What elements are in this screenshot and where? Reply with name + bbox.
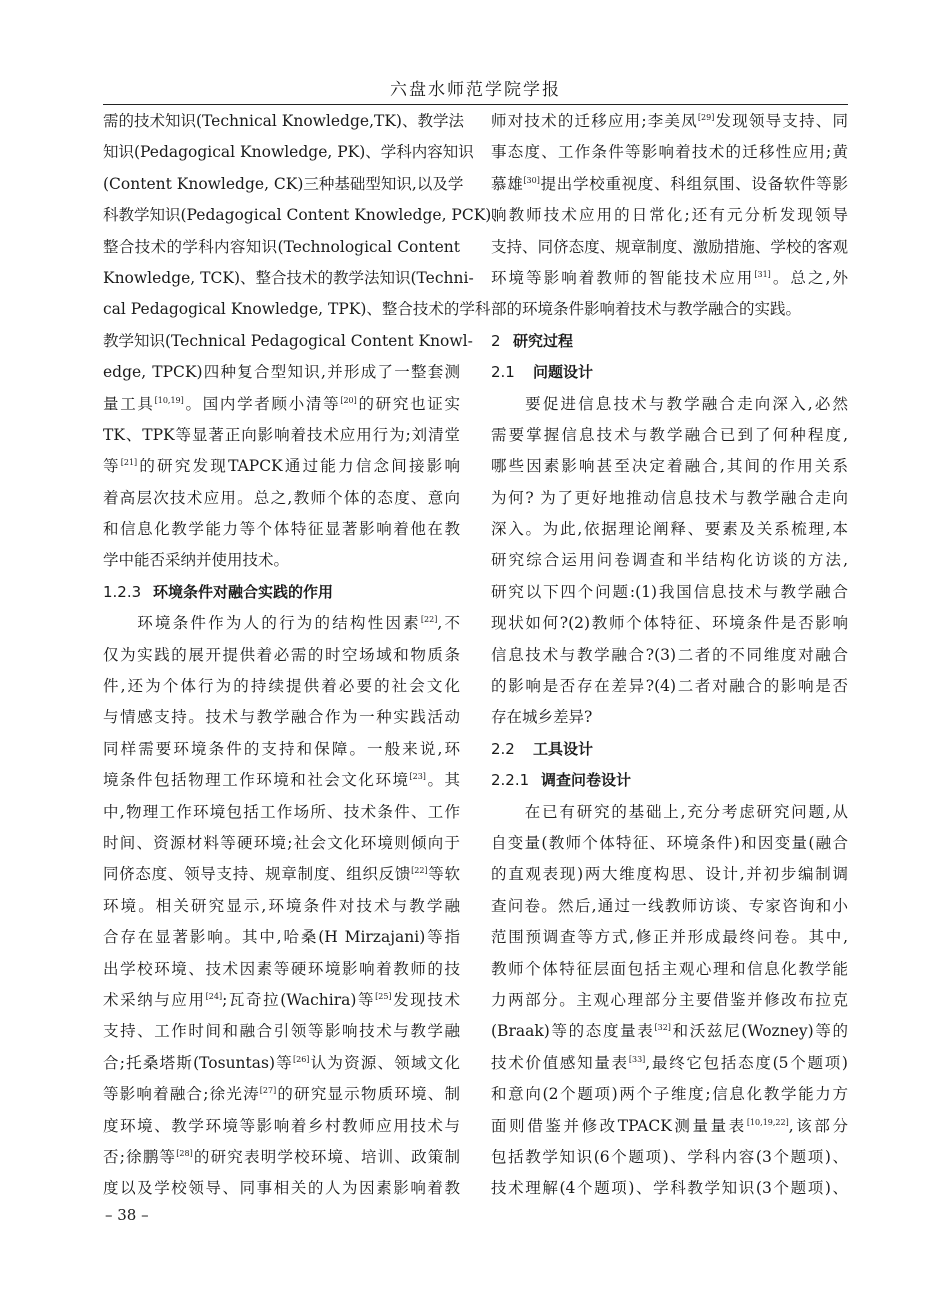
section-number: 2.2	[491, 739, 515, 758]
text-line	[491, 922, 848, 953]
section-number: 2.1	[491, 363, 515, 382]
text-segment: 的直观表现)两大维度构思、设计,并初步编制调	[491, 865, 848, 884]
text-line	[491, 451, 848, 482]
text-segment: 和信息化教学能力等个体特征显著影响着他在教	[103, 520, 460, 539]
page-number: – 38 –	[105, 1206, 149, 1224]
text-segment: 时间、资源材料等硬环境;社会文化环境则倾向于	[103, 833, 460, 852]
text-line	[103, 357, 460, 388]
text-line	[491, 483, 848, 514]
text-line	[491, 608, 848, 639]
text-line	[103, 137, 474, 168]
text-line	[491, 859, 848, 890]
text-segment: 合;托桑塔斯(Tosuntas)等	[103, 1053, 293, 1072]
text-segment: 哪些因素影响甚至决定着融合,其间的作用关系	[491, 457, 848, 476]
text-segment: 等软	[427, 865, 460, 884]
text-segment: 的研究表明学校环境、培训、政策制	[192, 1147, 460, 1166]
text-segment: 存在城乡差异?	[491, 708, 593, 727]
text-line	[103, 545, 460, 576]
citation-ref: [32]	[654, 1023, 671, 1033]
text-line	[491, 169, 848, 200]
left-column	[103, 106, 507, 1206]
citation-ref: [27]	[259, 1086, 277, 1096]
text-line	[103, 483, 460, 514]
text-line	[103, 169, 464, 200]
text-line	[103, 608, 460, 639]
text-line	[491, 577, 848, 608]
text-segment: 要促进信息技术与教学融合走向深入,必然	[523, 394, 848, 413]
text-line	[103, 514, 460, 545]
text-segment: 力两部分。主观心理部分主要借鉴并修改布拉克	[491, 990, 848, 1009]
text-segment: edge, TPCK)四种复合型知识,并形成了一整套测	[103, 363, 460, 382]
section-heading	[491, 765, 848, 796]
text-segment: 支持、工作时间和融合引领等影响技术与教学融	[103, 1022, 460, 1041]
text-segment: 和沃兹尼(Wozney)等的	[670, 1022, 848, 1041]
citation-ref: [28]	[176, 1148, 193, 1158]
text-segment: 在已有研究的基础上,充分考虑研究问题,从	[523, 802, 848, 821]
text-segment: (Braak)等的态度量表	[491, 1022, 655, 1041]
text-line	[103, 232, 460, 263]
section-heading	[491, 357, 848, 388]
section-heading	[491, 734, 848, 765]
citation-ref: [21]	[120, 458, 138, 468]
text-segment: 慕雄	[491, 174, 524, 193]
text-line	[103, 797, 460, 828]
text-segment: 的研究也证实	[356, 394, 460, 413]
text-line	[103, 1142, 460, 1173]
text-segment: 研究综合运用问卷调查和半结构化访谈的方法,	[491, 551, 848, 570]
section-title: 工具设计	[533, 739, 594, 758]
text-segment: 研究以下四个问题:(1)我国信息技术与教学融合	[491, 582, 848, 601]
text-line	[103, 389, 460, 420]
text-line	[103, 859, 460, 890]
text-segment: 面则借鉴并修改TPACK测量量表	[491, 1116, 747, 1135]
text-segment: 自变量(教师个体特征、环境条件)和因变量(融合	[491, 833, 848, 852]
text-segment: 师对技术的迁移应用;李美凤	[491, 112, 698, 130]
citation-ref: [30]	[523, 175, 540, 185]
text-segment: 环境等影响着教师的智能技术应用	[491, 268, 755, 287]
section-heading	[491, 326, 848, 357]
citation-ref: [24]	[205, 991, 223, 1001]
text-line	[491, 1111, 848, 1142]
text-segment: 响教师技术应用的日常化;还有元分析发现领导	[491, 206, 848, 225]
text-segment: 量工具	[103, 394, 155, 413]
text-segment: 度环境、教学环境等影响着乡村教师应用技术与	[103, 1116, 460, 1135]
text-segment: 范围预调查等方式,修正并形成最终问卷。其中,	[491, 928, 848, 947]
text-segment: 需要掌握信息技术与教学融合已到了何种程度,	[491, 425, 848, 444]
text-line	[491, 263, 848, 294]
text-segment: 技术理解(4个题项)、学科教学知识(3个题项)、	[491, 1179, 848, 1198]
text-line	[491, 1048, 848, 1079]
text-line	[491, 1173, 848, 1204]
text-line	[491, 420, 848, 451]
citation-ref: [22]	[420, 615, 438, 625]
text-segment: 中,物理工作环境包括工作场所、技术条件、工作	[103, 802, 460, 821]
text-segment: 与情感支持。技术与教学融合作为一种实践活动	[103, 708, 460, 727]
text-segment: 。其	[425, 771, 460, 790]
citation-ref: [25]	[375, 991, 392, 1001]
text-segment: 出学校环境、技术因素等硬环境影响着教师的技	[103, 959, 460, 978]
section-heading	[103, 577, 460, 608]
text-segment: 查问卷。然后,通过一线教师访谈、专家咨询和小	[491, 896, 848, 915]
text-line	[103, 1016, 460, 1047]
text-line	[103, 420, 460, 451]
text-segment: 为何? 为了更好地推动信息技术与教学融合走向	[491, 488, 848, 507]
text-segment: 科教学知识(Pedagogical Content Knowledge, PCK)、	[103, 206, 507, 225]
text-line	[491, 954, 848, 985]
text-line	[491, 137, 848, 168]
text-line	[103, 1048, 460, 1079]
citation-ref: [23]	[409, 772, 426, 782]
text-segment: 术采纳与应用	[103, 990, 206, 1009]
text-line	[491, 1079, 848, 1110]
text-segment: 发现技术	[391, 990, 460, 1009]
text-line	[103, 326, 473, 357]
text-segment: 同侪态度、领导支持、规章制度、组织反馈	[103, 865, 412, 884]
text-line	[103, 1079, 460, 1110]
text-segment: ,该部分	[788, 1116, 848, 1135]
text-segment: cal Pedagogical Knowledge, TPK)、整合技术的学科	[103, 300, 491, 319]
text-line	[103, 451, 460, 482]
citation-ref: [10,19,22]	[746, 1117, 789, 1127]
text-segment: 学中能否采纳并使用技术。	[103, 551, 290, 570]
text-line	[103, 263, 474, 294]
text-segment: 仅为实践的展开提供着必需的时空场域和物质条	[103, 645, 460, 664]
section-title: 环境条件对融合实践的作用	[153, 582, 334, 601]
text-segment: TK、TPK等显著正向影响着技术应用行为;刘清堂	[103, 425, 460, 444]
text-line	[103, 200, 507, 231]
text-segment: 技术价值感知量表	[491, 1053, 629, 1072]
text-segment: Knowledge, TCK)、整合技术的教学法知识(Techni-	[103, 268, 474, 287]
header-rule	[103, 104, 848, 105]
text-segment: 和意向(2个题项)两个子维度;信息化教学能力方	[491, 1085, 848, 1104]
text-segment: 合存在显著影响。其中,哈桑(H Mirzajani)等指	[103, 928, 460, 947]
section-title: 问题设计	[533, 363, 594, 382]
text-segment: 度以及学校领导、同事相关的人为因素影响着教	[103, 1179, 460, 1198]
text-line	[491, 514, 848, 545]
citation-ref: [26]	[292, 1054, 310, 1064]
text-segment: 的研究显示物质环境、制	[276, 1085, 460, 1104]
text-segment: 认为资源、领域文化	[309, 1053, 460, 1072]
section-number: 1.2.3	[103, 582, 142, 601]
text-segment: 环境条件作为人的行为的结构性因素	[135, 614, 421, 633]
text-segment: ,不	[437, 614, 460, 633]
text-segment: ,最终它包括态度(5个题项)	[645, 1053, 848, 1072]
text-line	[491, 985, 848, 1016]
text-segment: 等影响着融合;徐光涛	[103, 1085, 260, 1104]
text-segment: 否;徐鹏等	[103, 1147, 177, 1166]
text-segment: 部的环境条件影响着技术与教学融合的实践。	[491, 300, 802, 319]
text-segment: 整合技术的学科内容知识(Technological Content	[103, 237, 460, 256]
text-line	[491, 640, 848, 671]
text-line	[103, 294, 491, 325]
text-segment: 需的技术知识(Technical Knowledge,TK)、教学法	[103, 112, 464, 130]
citation-ref: [29]	[697, 113, 715, 122]
text-line	[491, 545, 848, 576]
section-number: 2	[491, 331, 501, 350]
text-segment: 的研究发现TAPCK通过能力信念间接影响	[137, 457, 460, 476]
text-line	[491, 232, 848, 263]
section-number: 2.2.1	[491, 771, 530, 790]
text-line	[103, 954, 460, 985]
text-line	[491, 702, 848, 733]
text-segment: 提出学校重视度、科组氛围、设备软件等影	[539, 174, 848, 193]
text-segment: 包括教学知识(6个题项)、学科内容(3个题项)、	[491, 1147, 848, 1166]
section-title: 研究过程	[513, 331, 574, 350]
text-segment: 发现领导支持、同	[714, 112, 848, 130]
text-segment: (Content Knowledge, CK)三种基础型知识,以及学	[103, 174, 464, 193]
text-line	[103, 702, 460, 733]
text-line	[103, 891, 460, 922]
text-segment: 环境。相关研究显示,环境条件对技术与教学融	[103, 896, 460, 915]
text-segment: 支持、同侪态度、规章制度、激励措施、学校的客观	[491, 237, 848, 256]
citation-ref: [31]	[754, 269, 771, 279]
text-segment: 境条件包括物理工作环境和社会文化环境	[103, 771, 410, 790]
text-line	[491, 200, 848, 231]
text-segment: 教师个体特征层面包括主观心理和信息化教学能	[491, 959, 848, 978]
text-segment: 。国内学者顾小清等	[183, 394, 341, 413]
citation-ref: [20]	[340, 395, 357, 405]
text-segment: 着高层次技术应用。总之,教师个体的态度、意向	[103, 488, 460, 507]
citation-ref: [33]	[628, 1054, 646, 1064]
text-line	[103, 734, 460, 765]
text-segment: 件,还为个体行为的持续提供着必要的社会文化	[103, 677, 460, 696]
right-column	[491, 106, 848, 1206]
text-segment: 事态度、工作条件等影响着技术的迁移性应用;黄	[491, 143, 848, 162]
text-line	[491, 389, 848, 420]
text-segment: 。总之,外	[770, 268, 848, 287]
text-line	[103, 671, 460, 702]
citation-ref: [10,19]	[154, 395, 184, 405]
text-line	[491, 1142, 848, 1173]
text-line	[103, 640, 460, 671]
text-segment: ;瓦奇拉(Wachira)等	[222, 990, 376, 1009]
text-segment: 知识(Pedagogical Knowledge, PK)、学科内容知识	[103, 143, 474, 162]
text-line	[491, 1016, 848, 1047]
text-line	[103, 828, 460, 859]
text-line	[103, 1111, 460, 1142]
text-line	[103, 106, 464, 137]
text-segment: 等	[103, 457, 121, 476]
text-line	[103, 922, 460, 953]
text-segment: 教学知识(Technical Pedagogical Content Knowl-	[103, 331, 473, 350]
text-line	[103, 1173, 460, 1204]
text-line	[103, 985, 460, 1016]
text-segment: 信息技术与教学融合?(3)二者的不同维度对融合	[491, 645, 848, 664]
text-segment: 深入。为此,依据理论阐释、要素及关系梳理,本	[491, 520, 848, 539]
text-line	[491, 294, 848, 325]
text-line	[491, 828, 848, 859]
text-line	[103, 765, 460, 796]
text-line	[491, 671, 848, 702]
text-segment: 现状如何?(2)教师个体特征、环境条件是否影响	[491, 614, 848, 633]
text-line	[491, 106, 848, 137]
text-segment: 同样需要环境条件的支持和保障。一般来说,环	[103, 739, 460, 758]
running-header: 六盘水师范学院学报	[390, 80, 561, 100]
citation-ref: [22]	[411, 866, 428, 876]
text-line	[491, 797, 848, 828]
text-line	[491, 891, 848, 922]
section-title: 调查问卷设计	[541, 771, 632, 790]
text-segment: 的影响是否存在差异?(4)二者对融合的影响是否	[491, 677, 848, 696]
